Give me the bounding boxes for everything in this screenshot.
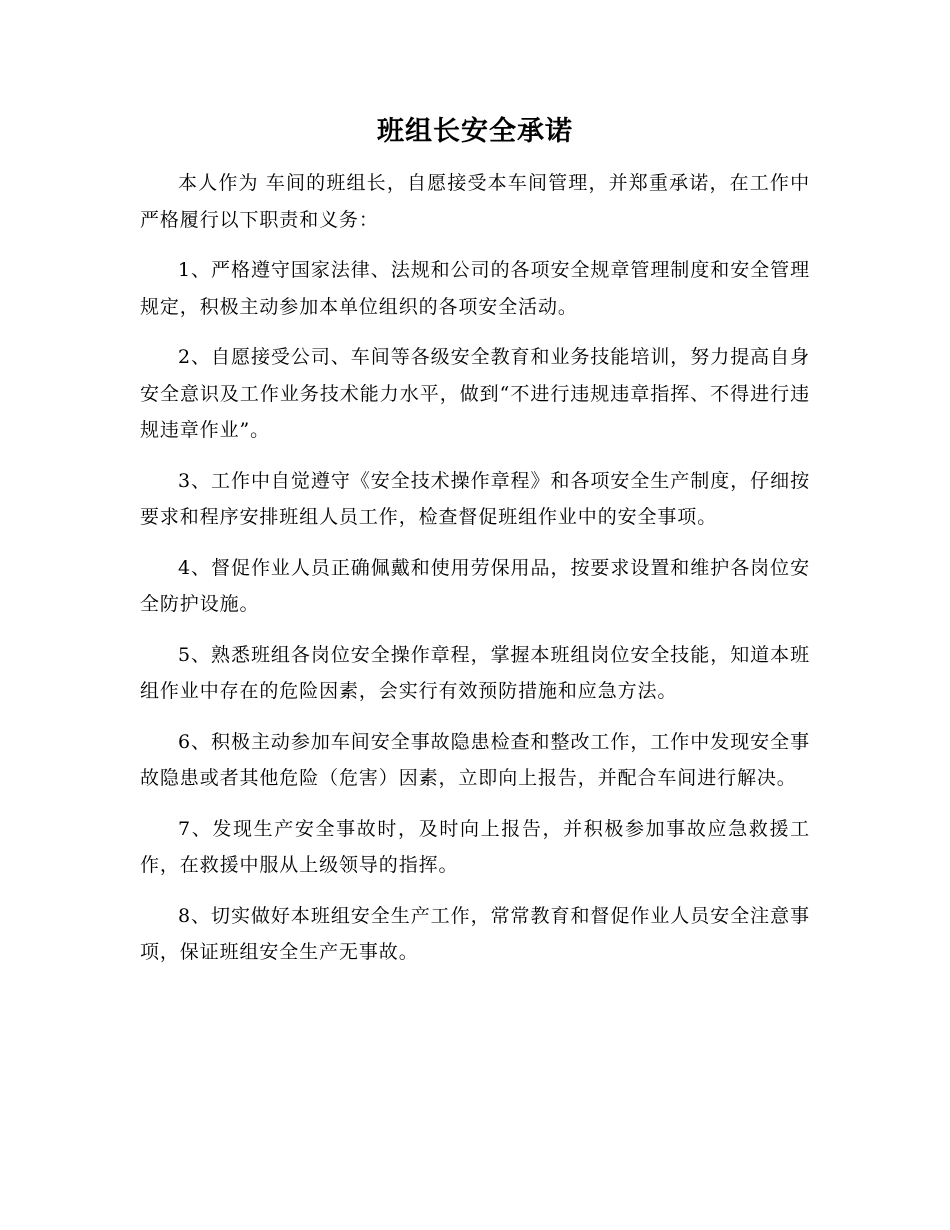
commitment-item-5: 5、熟悉班组各岗位安全操作章程，掌握本班组岗位安全技能，知道本班组作业中存在的危险因素，会实行有效预防措施和应急方法。	[140, 643, 810, 702]
commitment-item-1: 1、严格遵守国家法律、法规和公司的各项安全规章管理制度和安全管理规定，积极主动参加本单位组织的各项安全活动。	[140, 259, 810, 318]
intro-paragraph: 本人作为 车间的班组长，自愿接受本车间管理，并郑重承诺，在工作中严格履行以下职责和义务：	[140, 172, 810, 231]
commitment-item-3: 3、工作中自觉遵守《安全技术操作章程》和各项安全生产制度，仔细按要求和程序安排班组人员工作，检查督促班组作业中的安全事项。	[140, 469, 810, 528]
commitment-item-7: 7、发现生产安全事故时，及时向上报告，并积极参加事故应急救援工作，在救援中服从上级领导的指挥。	[140, 817, 810, 876]
commitment-item-2: 2、自愿接受公司、车间等各级安全教育和业务技能培训，努力提高自身安全意识及工作业务技术能力水平，做到“不进行违规违章指挥、不得进行违规违章作业”。	[140, 346, 810, 441]
commitment-item-8: 8、切实做好本班组安全生产工作，常常教育和督促作业人员安全注意事项，保证班组安全生产无事故。	[140, 904, 810, 963]
document-title: 班组长安全承诺	[377, 116, 573, 147]
document-body	[140, 165, 810, 985]
commitment-item-4: 4、督促作业人员正确佩戴和使用劳保用品，按要求设置和维护各岗位安全防护设施。	[140, 556, 810, 615]
commitment-item-6: 6、积极主动参加车间安全事故隐患检查和整改工作，工作中发现安全事故隐患或者其他危险（危害）因素，立即向上报告，并配合车间进行解决。	[140, 730, 810, 789]
